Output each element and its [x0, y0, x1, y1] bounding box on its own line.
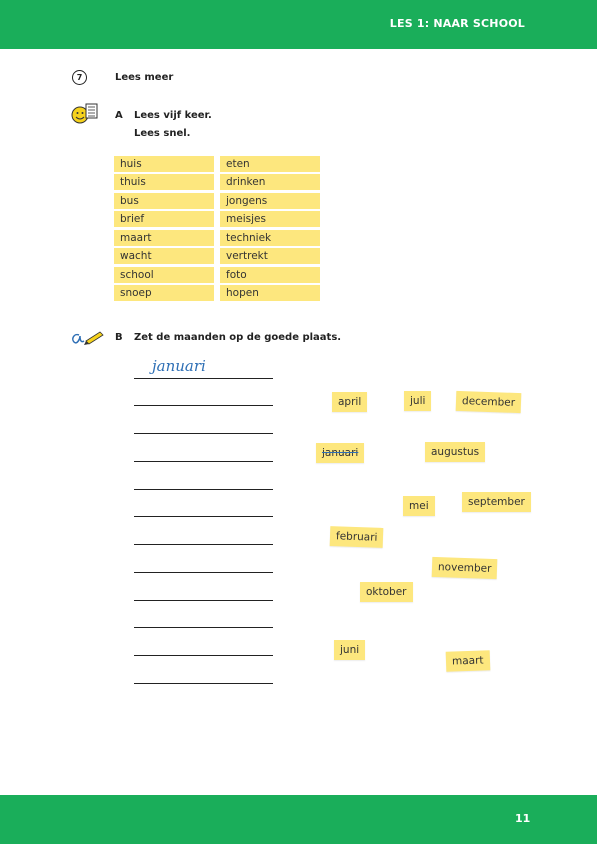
- answer-line[interactable]: [134, 461, 273, 462]
- word-cell: snoep: [114, 285, 214, 301]
- word-cell: maart: [114, 230, 214, 246]
- part-b-instruction: Zet de maanden op de goede plaats.: [134, 332, 342, 343]
- handwritten-answer: januari: [152, 357, 206, 375]
- answer-line[interactable]: [134, 627, 273, 628]
- answer-line[interactable]: [134, 683, 273, 684]
- pencil-writing-icon: [70, 327, 104, 347]
- word-cell: vertrekt: [220, 248, 320, 264]
- month-chip-november[interactable]: november: [432, 557, 498, 579]
- answer-line[interactable]: [134, 516, 273, 517]
- month-chip-januari[interactable]: [316, 443, 364, 463]
- answer-line[interactable]: [134, 405, 273, 406]
- exercise-number-badge: 7: [72, 70, 87, 85]
- word-cell: hopen: [220, 285, 320, 301]
- word-cell: meisjes: [220, 211, 320, 227]
- footer-bar: [0, 795, 597, 844]
- month-chip-augustus[interactable]: augustus: [425, 442, 485, 462]
- part-b-label: B: [115, 332, 123, 343]
- month-chip-mei[interactable]: mei: [403, 496, 435, 516]
- answer-line[interactable]: [134, 572, 273, 573]
- month-chip-maart[interactable]: maart: [446, 650, 490, 672]
- word-cell: bus: [114, 193, 214, 209]
- header-bar: [0, 0, 597, 49]
- word-cell: foto: [220, 267, 320, 283]
- word-cell: huis: [114, 156, 214, 172]
- instruction-line-2: Lees snel.: [134, 128, 191, 139]
- month-chip-januari-text: januari: [322, 447, 359, 459]
- lesson-title: LES 1: NAAR SCHOOL: [389, 17, 525, 30]
- smiley-reading-icon: [71, 103, 99, 125]
- month-chip-april[interactable]: april: [332, 392, 367, 412]
- month-chip-juni[interactable]: juni: [334, 640, 365, 660]
- month-chip-december[interactable]: december: [456, 391, 522, 413]
- answer-line[interactable]: [134, 433, 273, 434]
- part-a-label: A: [115, 110, 123, 121]
- answer-line[interactable]: [134, 378, 273, 379]
- word-cell: brief: [114, 211, 214, 227]
- instruction-line-1: Lees vijf keer.: [134, 110, 212, 121]
- answer-line[interactable]: [134, 489, 273, 490]
- word-cell: drinken: [220, 174, 320, 190]
- answer-line[interactable]: [134, 600, 273, 601]
- exercise-title: Lees meer: [115, 72, 174, 83]
- word-cell: eten: [220, 156, 320, 172]
- page-number: 11: [515, 812, 531, 825]
- answer-line[interactable]: [134, 655, 273, 656]
- word-cell: jongens: [220, 193, 320, 209]
- month-chip-oktober[interactable]: oktober: [360, 582, 413, 602]
- word-cell: school: [114, 267, 214, 283]
- word-cell: thuis: [114, 174, 214, 190]
- word-cell: techniek: [220, 230, 320, 246]
- answer-line[interactable]: [134, 544, 273, 545]
- month-chip-februari[interactable]: februari: [330, 526, 384, 548]
- month-chip-juli[interactable]: juli: [404, 391, 431, 411]
- month-chip-september[interactable]: september: [462, 492, 531, 512]
- word-cell: wacht: [114, 248, 214, 264]
